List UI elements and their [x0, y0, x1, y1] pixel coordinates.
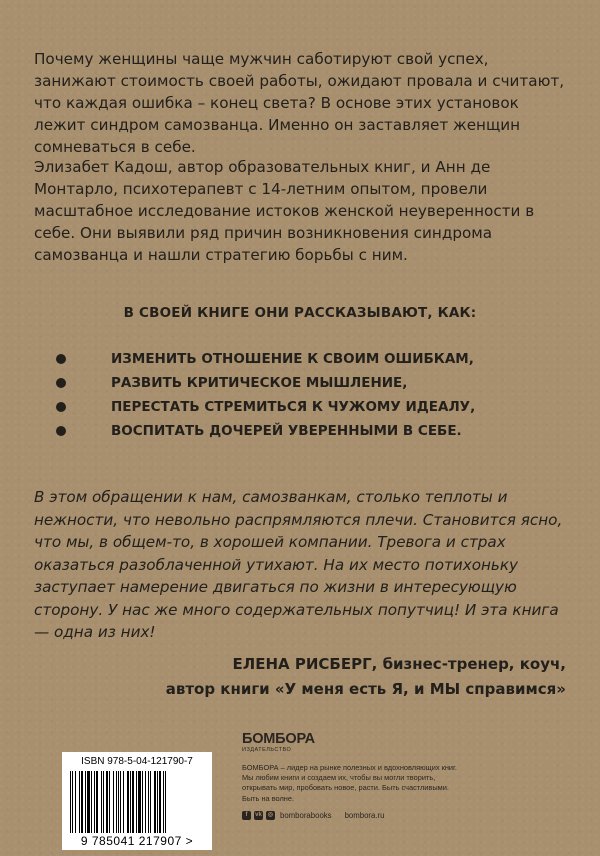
review-author-book: автор книги «У меня есть Я, и МЫ справимся»	[165, 680, 566, 698]
instagram-icon[interactable]: ◎	[267, 811, 274, 818]
list-item-text: РАЗВИТЬ КРИТИЧЕСКОЕ МЫШЛЕНИЕ,	[111, 375, 408, 391]
isbn-text: ISBN 978-5-04-121790-7	[81, 756, 193, 767]
intro-paragraph-1: Почему женщины чаще мужчин саботируют свой успех, занижают стоимость своей работы, ожидают провала и считают, что каждая ошибка – конец света? В основе этих установок лежит синдром самозванца. Именно он заставляет женщин сомневаться в себе.	[34, 50, 565, 156]
publisher-block	[242, 732, 462, 820]
bullet-icon	[56, 378, 66, 388]
review-author: ЕЛЕНА РИСБЕРГ, бизнес-тренер, коуч,	[232, 655, 566, 673]
intro-paragraph-2: Элизабет Кадош, автор образовательных книг, и Анн де Монтарло, психотерапевт с 14-летним опытом, провели масштабное исследование истоков женской неуверенности в себе. Они выявили ряд причин возникновения синдрома самозванца и нашли стратегию борьбы с ним.	[34, 158, 535, 264]
barcode-digits: 9 785041 217907 >	[80, 834, 194, 848]
review-quote: В этом обращении к нам, самозванкам, столько теплоты и нежности, что невольно распрямляются плечи. Становится ясно, что мы, в общем-то, в хорошей компании. Тревога и страх оказаться разоблаченной утихают. На их место потихоньку заступает намерение двигаться по жизни в интересующую сторону. У нас же много содержательных попутчиц! И эта книга — одна из них!	[34, 488, 563, 641]
facebook-icon[interactable]: f	[242, 811, 251, 820]
barcode-icon	[68, 771, 206, 833]
barcode-panel	[62, 752, 212, 850]
list-item-text: ПЕРЕСТАТЬ СТРЕМИТЬСЯ К ЧУЖОМУ ИДЕАЛУ,	[111, 399, 476, 415]
vk-icon[interactable]: vk	[255, 811, 262, 818]
publisher-blurb-line2: Мы любим книги и создаем их, чтобы вы могли творить, открывать мир, пробовать новое, расти. Быть счастливыми. Быть на волне.	[242, 773, 449, 803]
list-item	[0, 347, 475, 371]
social-links	[242, 811, 462, 820]
list-item	[0, 395, 475, 419]
bullet-icon	[56, 354, 66, 364]
publisher-blurb	[242, 763, 462, 804]
list-heading: В СВОЕЙ КНИГЕ ОНИ РАССКАЗЫВАЮТ, КАК:	[123, 305, 477, 321]
list-item	[0, 419, 475, 443]
list-item-text: ИЗМЕНИТЬ ОТНОШЕНИЕ К СВОИМ ОШИБКАМ,	[111, 351, 474, 367]
bullet-icon	[56, 402, 66, 412]
list-item-text: ВОСПИТАТЬ ДОЧЕРЕЙ УВЕРЕННЫМИ В СЕБЕ.	[111, 423, 462, 439]
publisher-logo-subtitle: ИЗДАТЕЛЬСТВО	[242, 747, 292, 753]
publisher-logo: БОМБОРА	[242, 731, 315, 747]
feature-list	[0, 347, 475, 443]
social-handle[interactable]: bomborabooks	[280, 810, 332, 820]
list-item	[0, 371, 475, 395]
publisher-site-link[interactable]: bombora.ru	[344, 810, 385, 820]
publisher-blurb-line1: БОМБОРА – лидер на рынке полезных и вдохновляющих книг.	[242, 763, 457, 772]
bullet-icon	[56, 426, 66, 436]
review-attribution	[166, 652, 566, 702]
